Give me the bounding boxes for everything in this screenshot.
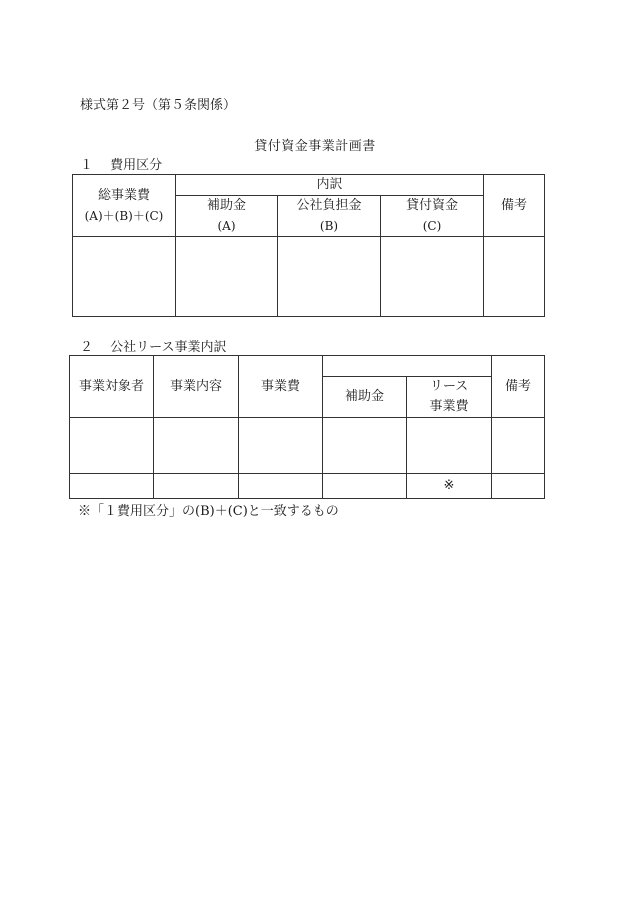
remarks-header: 備考 — [484, 175, 545, 237]
subsidy-code: (A) — [217, 219, 236, 233]
total-cost-header — [73, 175, 176, 237]
cost-breakdown-header — [323, 356, 492, 377]
lease-breakdown-table — [69, 355, 545, 499]
lease-cost-header — [407, 377, 492, 418]
table-row — [73, 237, 545, 317]
target-total-cell — [70, 474, 154, 499]
total-cost-label: 総事業費 — [97, 187, 150, 203]
loan-label: 貸付資金 — [406, 198, 459, 213]
lease-label-line2: 事業費 — [429, 399, 469, 414]
cost-breakdown-table — [72, 174, 545, 317]
lease-cost-cell — [407, 418, 492, 474]
corp-burden-cell — [278, 237, 381, 317]
corp-burden-label: 公社負担金 — [296, 198, 362, 213]
lease-label-line1: リース — [429, 379, 469, 394]
section2-heading: ２ 公社リース事業内訳 — [80, 340, 227, 355]
cost-total-cell — [239, 474, 323, 499]
corp-burden-code: (B) — [319, 219, 339, 233]
target-cell — [70, 418, 154, 474]
document-title: 貸付資金事業計画書 — [254, 139, 376, 154]
content-cell — [154, 418, 239, 474]
target-header: 事業対象者 — [70, 356, 154, 418]
total-cost-cell — [73, 237, 176, 317]
subsidy-total-cell — [323, 474, 407, 499]
section1-heading: １ 費用区分 — [80, 158, 163, 173]
subsidy-header: 補助金 — [323, 377, 407, 418]
subsidy-label: 補助金 — [206, 198, 246, 213]
total-row — [70, 474, 545, 499]
loan-code: (C) — [422, 219, 442, 233]
content-total-cell — [154, 474, 239, 499]
remarks-total-cell — [492, 474, 545, 499]
subsidy-header — [176, 196, 278, 237]
lease-total-cell: ※ — [407, 474, 492, 499]
subsidy-cell — [176, 237, 278, 317]
remarks-header: 備考 — [492, 356, 545, 418]
loan-cell — [381, 237, 484, 317]
subsidy-cell — [323, 418, 407, 474]
total-cost-formula: (A)＋(B)＋(C) — [84, 208, 164, 223]
corp-burden-header — [278, 196, 381, 237]
cost-cell — [239, 418, 323, 474]
cost-header: 事業費 — [239, 356, 323, 418]
content-header: 事業内容 — [154, 356, 239, 418]
footnote: ※「１費用区分」の(B)＋(C)と一致するもの — [78, 504, 339, 519]
loan-header — [381, 196, 484, 237]
breakdown-header: 内訳 — [176, 175, 484, 196]
form-number: 様式第２号（第５条関係） — [80, 98, 237, 113]
table-row — [70, 418, 545, 474]
remarks-cell — [484, 237, 545, 317]
remarks-cell — [492, 418, 545, 474]
